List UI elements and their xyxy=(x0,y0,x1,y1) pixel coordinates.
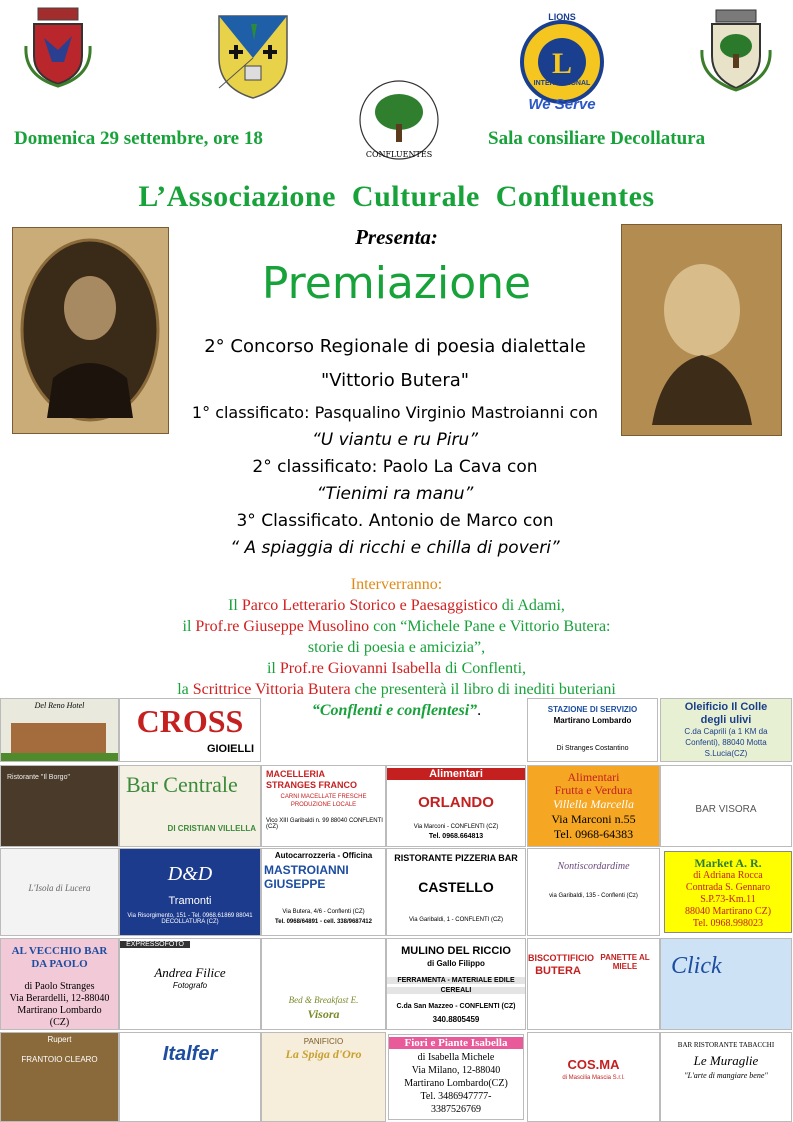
ad-mulino-l4: CEREALI xyxy=(387,987,525,994)
ad-mulino-tel: 340.8805459 xyxy=(432,1015,480,1024)
ad-filice-top: EXPRESSOFOTO xyxy=(120,941,190,948)
ad-biscottificio-l3: PANETTE AL MIELE xyxy=(600,953,650,971)
ad-bar-centrale-sub: DI CRISTIAN VILLELLA xyxy=(167,824,256,833)
main-title: Premiazione xyxy=(261,258,532,309)
ad-bnb-l1: Bed & Breakfast E. xyxy=(288,995,359,1005)
shield-region-icon xyxy=(213,10,293,100)
ad-castello-l1: RISTORANTE PIZZERIA BAR xyxy=(394,853,518,863)
ad-villella-l5: Tel. 0968-64383 xyxy=(553,827,634,841)
ad-cross-sub: GIOIELLI xyxy=(206,743,254,755)
lions-logo xyxy=(520,10,604,114)
speaker-2-name: Prof.re Giuseppe Musolino xyxy=(195,618,370,635)
ad-filice-name: Andrea Filice xyxy=(154,965,226,980)
ad-biscottificio-l1: BISCOTTIFICIO xyxy=(528,953,594,963)
ad-vecchio-l3: di Paolo Stranges xyxy=(24,981,95,992)
ad-muraglie-l1: BAR RISTORANTE TABACCHI xyxy=(677,1041,775,1049)
ad-fiori-l3: Via Milano, 12-88040 xyxy=(411,1065,501,1076)
ad-mulino-addr: C.da San Mazzeo - CONFLENTI (CZ) xyxy=(396,1003,516,1010)
ad-cosma-l1: COS.MA xyxy=(567,1057,620,1072)
ad-orlando-addr: Via Marconi - CONFLENTI (CZ) xyxy=(413,824,499,830)
ad-oleificio-l5: S.Lucia(CZ) xyxy=(704,749,748,758)
ad-stazione xyxy=(527,698,658,762)
ad-market-l2: di Adriana Rocca xyxy=(693,870,763,881)
ad-frantoio-l2: Rupert xyxy=(47,1035,72,1044)
ad-stazione-owner: Di Stranges Costantino xyxy=(556,745,629,752)
ad-filice-sub: Fotografo xyxy=(172,981,208,990)
ad-castello xyxy=(386,848,526,936)
ad-carrozzeria-tel: Tel. 0968/64891 - cell. 338/9687412 xyxy=(275,919,372,925)
speaker-2-suffix: con “Michele Pane e Vittorio Butera: xyxy=(369,618,611,635)
ad-bar-centrale-logo: Bar Centrale xyxy=(126,772,238,797)
ad-carrozzeria-l3: GIUSEPPE xyxy=(264,877,326,891)
crest-right xyxy=(694,8,778,92)
speaker-1-suffix: di Adami, xyxy=(497,597,565,614)
town-crest-icon xyxy=(694,8,778,92)
ad-mulino-l3: FERRAMENTA - MATERIALE EDILE xyxy=(387,977,525,984)
ad-nontiscordardime xyxy=(527,848,660,936)
speaker-3-prefix: il xyxy=(266,660,280,677)
ad-mulino-l2: di Gallo Filippo xyxy=(427,959,485,968)
ad-cosma xyxy=(527,1032,660,1122)
ad-carrozzeria-l1: Autocarrozzeria - Officina xyxy=(274,851,373,860)
speaker-line-3: storie di poesia e amicizia”, xyxy=(307,639,486,656)
ad-muraglie-l2: Le Muraglie xyxy=(693,1053,759,1068)
speaker-4-suffix: che presenterà il libro di inediti buteriani xyxy=(350,681,616,698)
ad-market-l1: Market A. R. xyxy=(694,856,762,870)
ad-vecchio-l1: AL VECCHIO BAR xyxy=(11,945,108,957)
lions-bottom-label: INTERNATIONAL xyxy=(533,80,591,87)
ad-dd-sub: Tramonti xyxy=(168,895,212,907)
ad-vecchio-bar xyxy=(0,938,119,1030)
ad-bar-visora-name: BAR VISORA xyxy=(695,804,757,815)
coat-of-arms-icon xyxy=(20,6,96,88)
ad-oleificio xyxy=(660,698,792,762)
ad-nontiscordardime-l2: via Garibaldi, 135 - Conflenti (Cz) xyxy=(549,893,638,899)
ad-fiori-l2: di Isabella Michele xyxy=(417,1052,495,1063)
speaker-2-prefix: il xyxy=(182,618,196,635)
ad-oleificio-l3: C.da Caprili (a 1 KM da xyxy=(684,727,768,736)
ad-macelleria-addr: Vico XIII Garibaldi n. 99 88040 CONFLENTI (CZ) xyxy=(266,818,383,830)
crest-calabria xyxy=(213,10,293,100)
ad-fiori-l4: Martirano Lombardo(CZ) xyxy=(404,1078,508,1089)
speaker-line-5 xyxy=(0,681,793,699)
association-title: L’Associazione Culturale Confluentes xyxy=(138,180,655,213)
ad-frantoio xyxy=(0,1032,119,1122)
ad-mulino-l1: MULINO DEL RICCIO xyxy=(401,945,511,957)
ad-orlando-logo: ORLANDO xyxy=(418,794,494,811)
ad-muraglie-l3: "L'arte di mangiare bene" xyxy=(684,1071,768,1080)
ad-carrozzeria xyxy=(261,848,386,936)
ad-hotel-name: Del Reno Hotel xyxy=(34,701,85,710)
ad-frantoio-l1: FRANTOIO CLEARO xyxy=(21,1055,98,1064)
ad-market-l5: 88040 Martirano CZ) xyxy=(684,906,772,917)
first-place: 1° classificato: Pasqualino Virginio Mastroianni con xyxy=(191,403,599,422)
ad-stazione-title: STAZIONE DI SERVIZIO xyxy=(547,705,638,714)
ad-villella-l2: Frutta e Verdura xyxy=(554,783,633,797)
ad-fiori xyxy=(388,1034,524,1120)
ad-fiori-l1: Fiori e Piante Isabella xyxy=(389,1037,523,1049)
ad-vecchio-l6: (CZ) xyxy=(49,1017,70,1028)
event-place: Sala consiliare Decollatura xyxy=(488,128,706,149)
book-title: “Conflenti e conflentesi” xyxy=(311,702,478,719)
book-title-end: . xyxy=(477,702,482,719)
ad-borgo xyxy=(0,765,119,847)
speaker-4-prefix: la xyxy=(177,681,193,698)
ad-dd-addr: Via Risorgimento, 151 - Tel. 0968.61869 88041 DECOLLATURA (CZ) xyxy=(127,913,253,925)
ad-muraglie xyxy=(660,1032,792,1122)
ad-macelleria-l1: MACELLERIA xyxy=(266,769,325,779)
ad-italfer xyxy=(119,1032,261,1122)
lions-motto: We Serve xyxy=(528,96,596,113)
speaker-3-suffix: di Conflenti, xyxy=(441,660,527,677)
ad-oleificio-l4: Confenti), 88040 Motta xyxy=(685,738,767,747)
ad-bnb-visora xyxy=(261,938,386,1030)
second-place-work: “Tienimi ra manu” xyxy=(316,484,474,504)
lions-top-label: LIONS xyxy=(548,12,576,22)
second-place: 2° classificato: Paolo La Cava con xyxy=(252,457,538,477)
speaker-line-2 xyxy=(0,618,793,636)
ad-filice xyxy=(119,938,261,1030)
ad-stazione-sub: Martirano Lombardo xyxy=(553,716,632,725)
third-place: 3° Classificato. Antonio de Marco con xyxy=(236,511,554,531)
speaker-1-name: Parco Letterario Storico e Paesaggistico xyxy=(241,597,498,614)
ad-click-logo: Click xyxy=(671,953,722,979)
ad-cross-logo: CROSS xyxy=(136,703,244,739)
contest-name: "Vittorio Butera" xyxy=(320,370,470,391)
ad-bar-visora xyxy=(660,765,792,847)
ad-market-l4: S.P.73-Km.11 xyxy=(700,894,756,905)
ad-hotel xyxy=(0,698,119,762)
ad-dd xyxy=(119,848,261,936)
ad-dd-logo: D&D xyxy=(167,863,213,885)
ad-oleificio-l1: Oleificio Il Colle xyxy=(684,701,768,713)
ad-vecchio-l5: Martirano Lombardo xyxy=(17,1005,102,1016)
ad-market-l6: Tel. 0968.998023 xyxy=(692,918,764,929)
ad-click xyxy=(660,938,792,1030)
speaker-line-1 xyxy=(0,597,793,615)
lions-emblem-icon xyxy=(520,20,604,104)
speaker-line-4 xyxy=(0,660,793,678)
ad-biscottificio-l2: BUTERA xyxy=(535,965,581,977)
ad-borgo-name: Ristorante "Il Borgo" xyxy=(7,774,70,781)
ad-villella-l3: Villella Marcella xyxy=(553,797,634,811)
ad-orlando-tel: Tel. 0968.664813 xyxy=(428,833,484,840)
speakers-intro: Interverranno: xyxy=(350,576,443,593)
ad-villella xyxy=(527,765,660,847)
ad-panificio-l2: La Spiga d'Oro xyxy=(285,1047,362,1061)
ad-vecchio-l2: DA PAOLO xyxy=(31,958,88,970)
ad-biscottificio xyxy=(527,938,660,1030)
ad-market-ar xyxy=(664,851,792,933)
svg-text:L: L xyxy=(551,47,573,80)
speaker-3-name: Prof.re Giovanni Isabella xyxy=(279,660,442,677)
logo-confluentes xyxy=(358,80,440,170)
logo-caption: CONFLUENTES xyxy=(365,150,433,159)
ad-orlando xyxy=(386,765,526,847)
ad-nontiscordardime-l1: Nontiscordardime xyxy=(557,861,630,872)
presenta-label: Presenta: xyxy=(355,225,438,249)
ad-castello-l2: CASTELLO xyxy=(418,879,494,895)
ad-orlando-top: Alimentari xyxy=(387,768,525,780)
ad-fiori-l5: Tel. 3486947777- xyxy=(420,1091,492,1102)
ad-panificio-l1: PANIFICIO xyxy=(303,1037,344,1046)
ad-fiori-l6: 3387526769 xyxy=(431,1104,481,1115)
ad-castello-addr: Via Garibaldi, 1 - CONFLENTI (CZ) xyxy=(409,917,503,923)
ad-villella-l1: Alimentari xyxy=(567,770,620,784)
event-date: Domenica 29 settembre, ore 18 xyxy=(14,128,263,149)
ad-macelleria-l2: STRANGES FRANCO xyxy=(266,780,358,790)
ad-carrozzeria-l2: MASTROIANNI xyxy=(264,863,349,877)
ad-market-l3: Contrada S. Gennaro xyxy=(685,882,771,893)
ad-cosma-l2: di Mascilia Mascia S.r.l. xyxy=(562,1075,625,1081)
ad-macelleria-l3: CARNI MACELLATE FRESCHE xyxy=(280,794,367,800)
ad-bnb-l2: Visora xyxy=(307,1007,340,1021)
ad-villella-l4: Via Marconi n.55 xyxy=(551,812,636,826)
ad-isola-name: L'Isola di Lucera xyxy=(28,883,91,893)
ad-panificio xyxy=(261,1032,386,1122)
ad-bar-centrale xyxy=(119,765,261,847)
contest-title: 2° Concorso Regionale di poesia dialettale xyxy=(204,336,586,357)
ad-oleificio-l2: degli ulivi xyxy=(700,714,752,726)
crest-left xyxy=(20,6,96,88)
ad-italfer-logo: Italfer xyxy=(162,1043,218,1065)
ad-mulino xyxy=(386,938,526,1030)
ad-macelleria xyxy=(261,765,386,847)
ad-isola xyxy=(0,848,119,936)
first-place-work: “U viantu e ru Piru” xyxy=(311,430,479,450)
speaker-4-name: Scrittrice Vittoria Butera xyxy=(192,681,351,698)
hotel-building-icon xyxy=(1,713,119,762)
ad-carrozzeria-addr: Via Butera, 4/6 - Conflenti (CZ) xyxy=(282,909,365,915)
ad-macelleria-l4: PRODUZIONE LOCALE xyxy=(290,802,357,808)
third-place-work: “ A spiaggia di ricchi e chilla di poveri” xyxy=(230,538,560,558)
speaker-1-prefix: Il xyxy=(228,597,242,614)
ad-cross xyxy=(119,698,261,762)
ad-vecchio-l4: Via Berardelli, 12-88040 xyxy=(9,993,110,1004)
